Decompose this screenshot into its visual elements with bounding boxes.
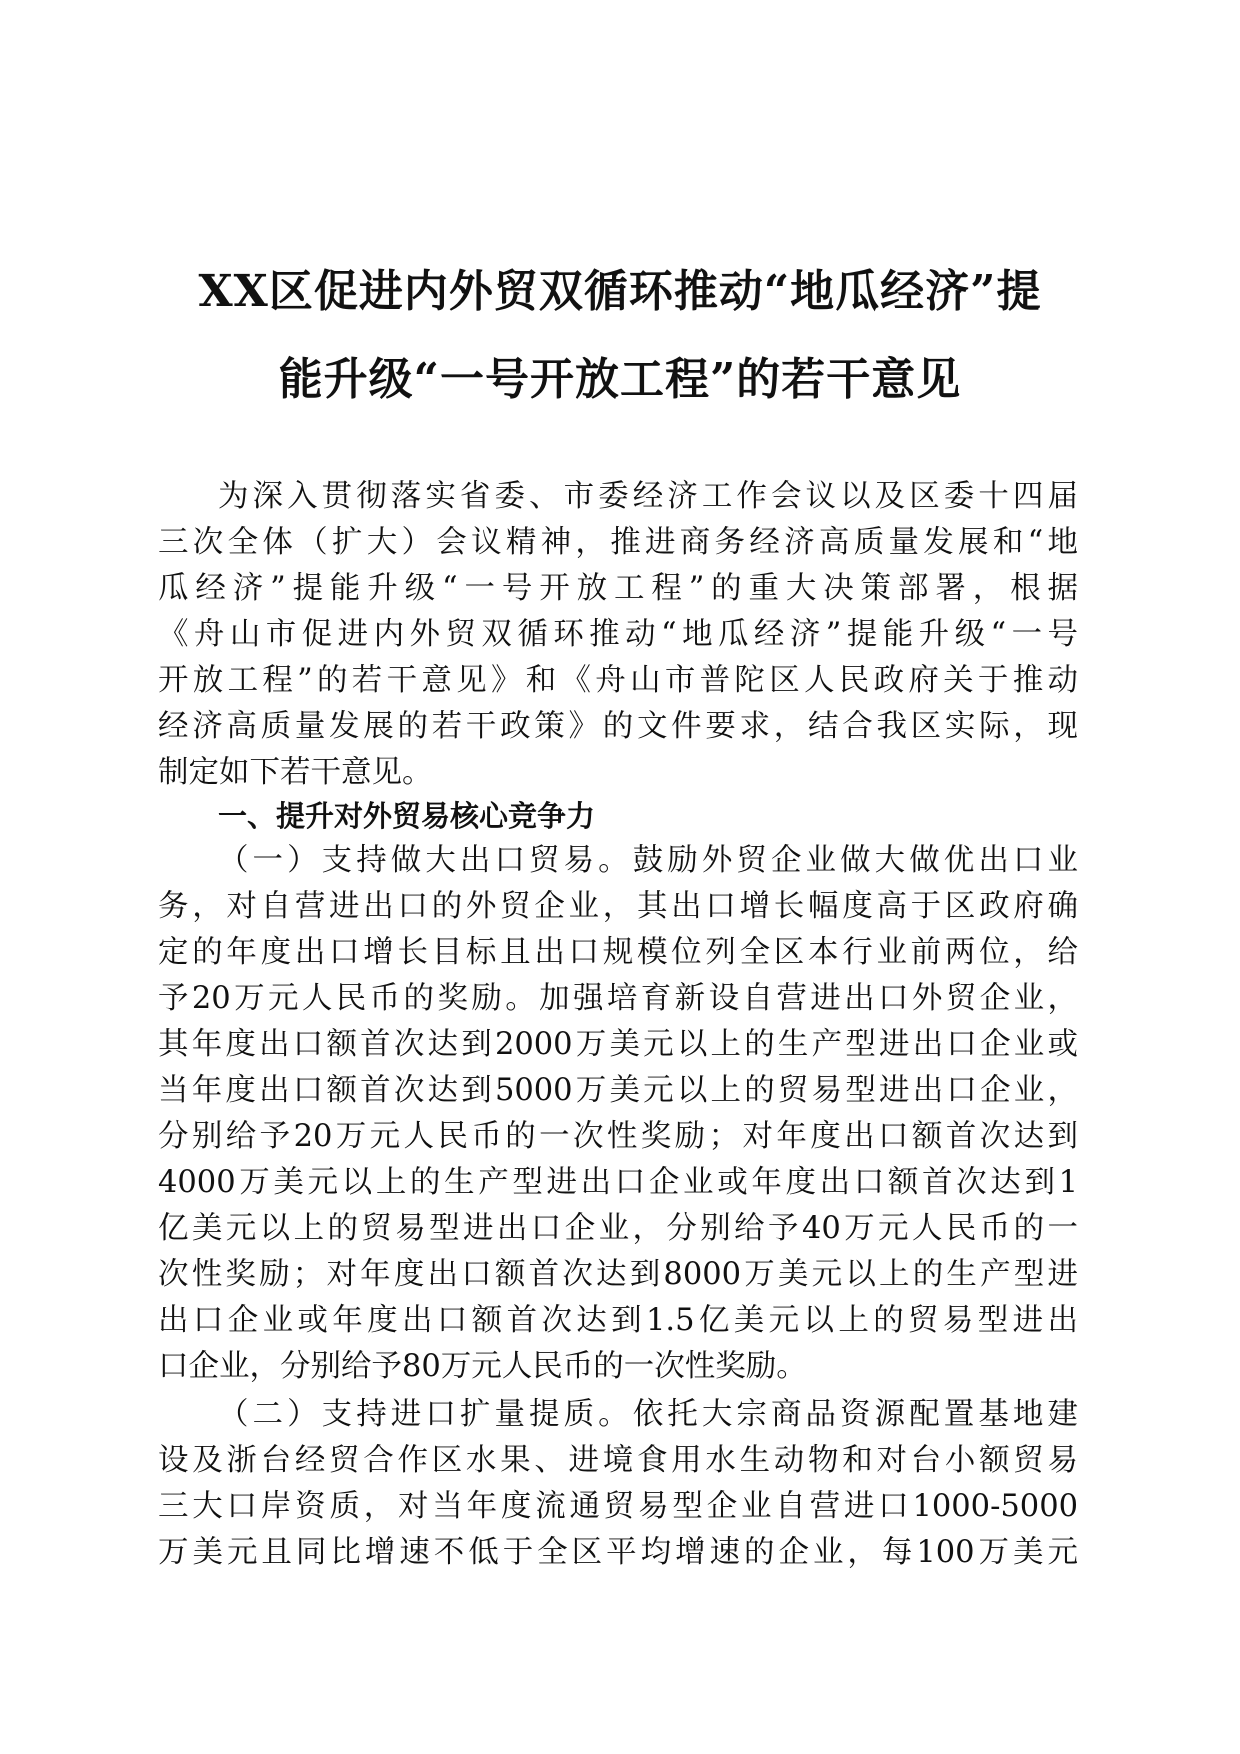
item1-line: 4000万美元以上的生产型进出口企业或年度出口额首次达到1 (158, 1165, 1078, 1200)
item2-line: 设及浙台经贸合作区水果、进境食用水生动物和对台小额贸易 (158, 1443, 1078, 1478)
item1-line: （一）支持做大出口贸易。鼓励外贸企业做大做优出口业 (218, 843, 1078, 878)
intro-line: 经济高质量发展的若干政策》的文件要求，结合我区实际，现 (158, 709, 1078, 744)
item1-line: 亿美元以上的贸易型进出口企业，分别给予40万元人民币的一 (158, 1211, 1078, 1246)
intro-line: 瓜经济”提能升级“一号开放工程”的重大决策部署，根据 (158, 571, 1078, 606)
intro-line: 三次全体（扩大）会议精神，推进商务经济高质量发展和“地 (158, 525, 1078, 560)
item1-line: 次性奖励；对年度出口额首次达到8000万美元以上的生产型进 (158, 1257, 1078, 1292)
item1-line: 定的年度出口增长目标且出口规模位列全区本行业前两位，给 (158, 935, 1078, 970)
item1-line: 口企业，分别给予80万元人民币的一次性奖励。 (158, 1349, 807, 1384)
item2-line: 三大口岸资质，对当年度流通贸易型企业自营进口1000-5000 (158, 1489, 1078, 1524)
intro-line: 制定如下若干意见。 (158, 755, 433, 790)
item1-line: 当年度出口额首次达到5000万美元以上的贸易型进出口企业， (158, 1073, 1078, 1108)
item1-line: 分别给予20万元人民币的一次性奖励；对年度出口额首次达到 (158, 1119, 1078, 1154)
item2-line: （二）支持进口扩量提质。依托大宗商品资源配置基地建 (218, 1397, 1078, 1432)
intro-line: 为深入贯彻落实省委、市委经济工作会议以及区委十四届 (218, 479, 1078, 514)
item1-line: 其年度出口额首次达到2000万美元以上的生产型进出口企业或 (158, 1027, 1078, 1062)
item2-line: 万美元且同比增速不低于全区平均增速的企业，每100万美元 (158, 1535, 1078, 1570)
item1-line: 出口企业或年度出口额首次达到1.5亿美元以上的贸易型进出 (158, 1303, 1078, 1338)
item1-line: 务，对自营进出口的外贸企业，其出口增长幅度高于区政府确 (158, 889, 1078, 924)
document-title-line-2: 能升级“一号开放工程”的若干意见 (278, 354, 962, 405)
intro-line: 《舟山市促进内外贸双循环推动“地瓜经济”提能升级“一号 (158, 617, 1078, 652)
section-heading: 一、提升对外贸易核心竞争力 (218, 799, 596, 833)
document-title-line-1: XX区促进内外贸双循环推动“地瓜经济”提 (198, 266, 1042, 317)
intro-line: 开放工程”的若干意见》和《舟山市普陀区人民政府关于推动 (158, 663, 1078, 698)
item1-line: 予20万元人民币的奖励。加强培育新设自营进出口外贸企业， (158, 981, 1078, 1016)
